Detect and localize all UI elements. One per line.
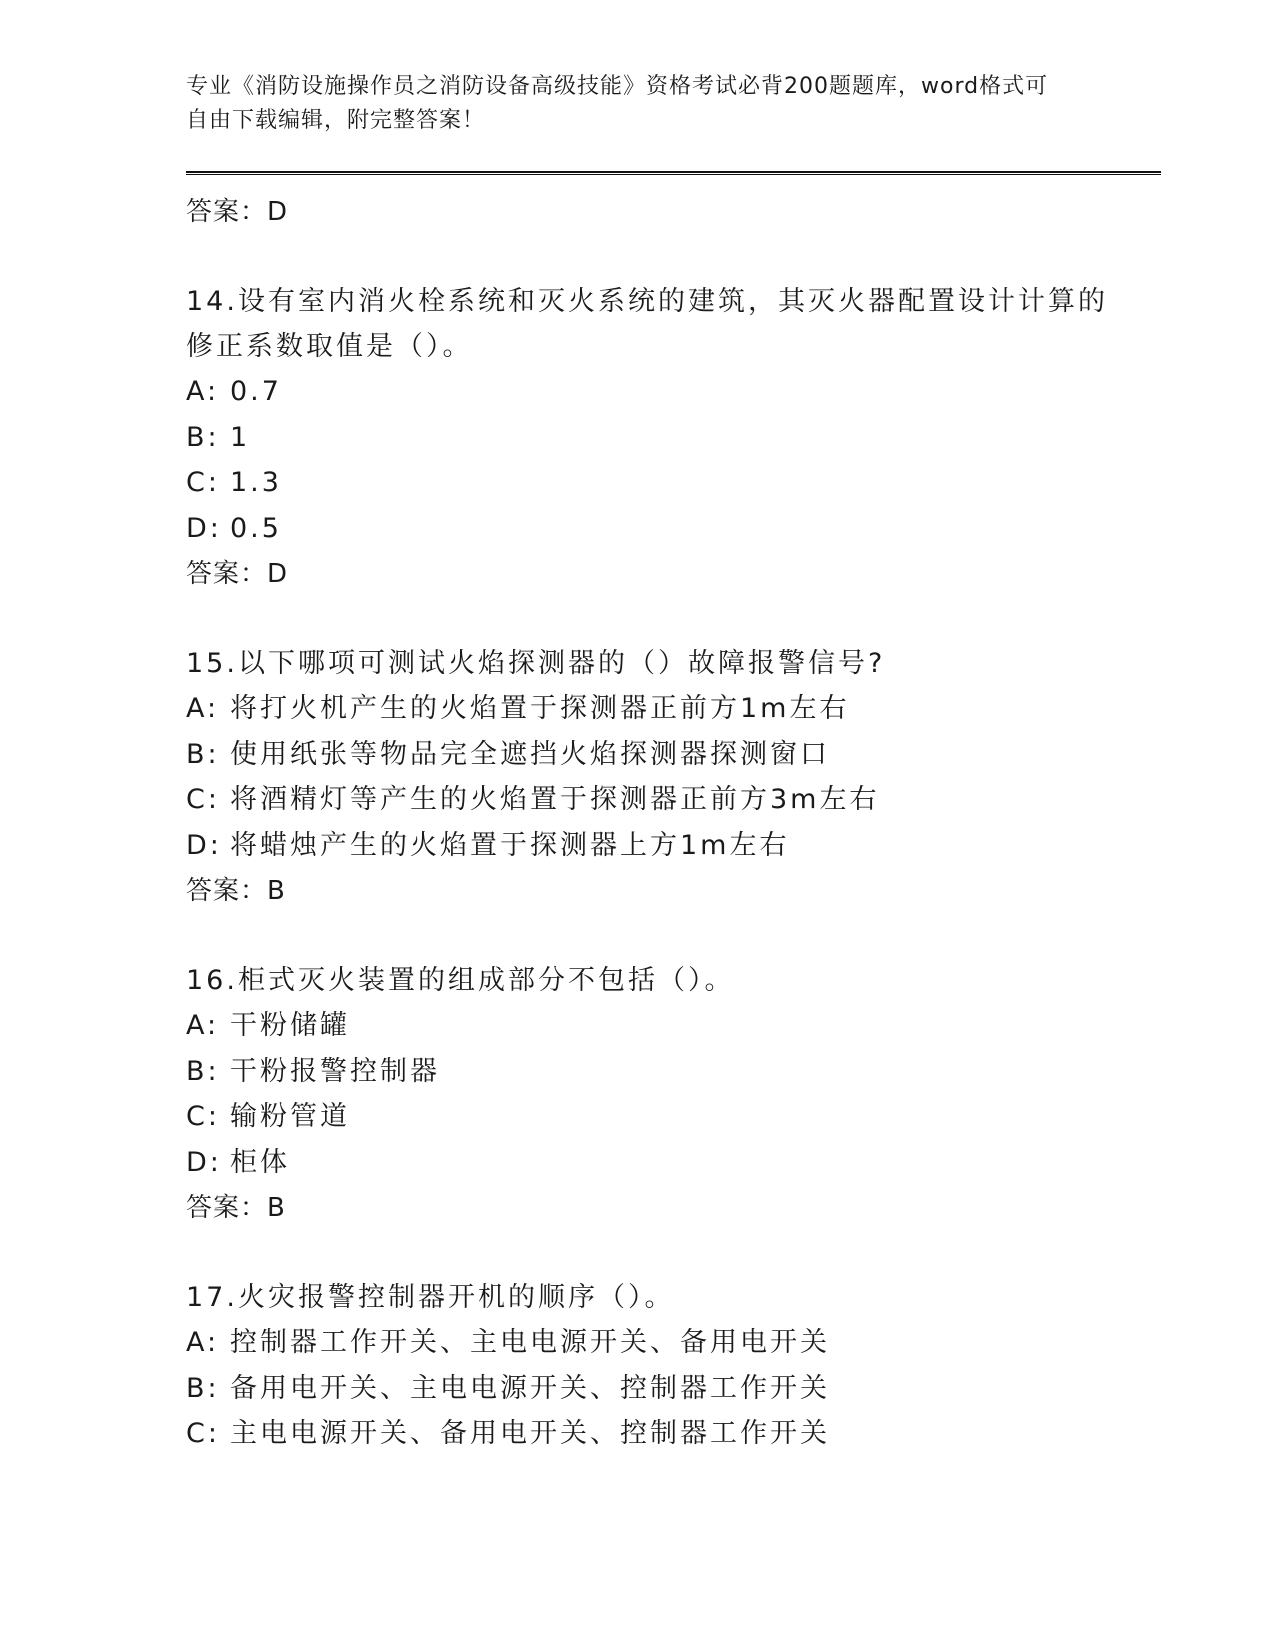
option-text: 将蜡烛产生的火焰置于探测器上方1m左右	[230, 829, 790, 861]
option-c	[186, 1411, 1156, 1457]
question-stem: 17.火灾报警控制器开机的顺序（）。	[186, 1282, 675, 1313]
option-c	[186, 777, 1156, 823]
answer-line: 答案：B	[186, 876, 286, 906]
document-page	[186, 70, 1156, 1457]
option-a	[186, 686, 1156, 732]
option-a	[186, 369, 1156, 415]
option-letter: C:	[186, 784, 220, 815]
option-c	[186, 460, 1156, 506]
answer-line: 答案：D	[186, 559, 289, 589]
option-d	[186, 1140, 1156, 1186]
option-text: 主电电源开关、备用电开关、控制器工作开关	[230, 1418, 830, 1449]
option-letter: A:	[186, 1010, 220, 1041]
header-divider	[186, 171, 1161, 175]
option-text: 0.7	[230, 376, 282, 407]
question-16	[186, 958, 1156, 1231]
option-text: 使用纸张等物品完全遮挡火焰探测器探测窗口	[230, 738, 830, 770]
option-letter: C:	[186, 1101, 220, 1132]
option-letter: C:	[186, 1418, 220, 1449]
document-header: 专业《消防设施操作员之消防设备高级技能》资格考试必背200题题库，word格式可自由下载编辑，附完整答案！	[186, 74, 1049, 133]
question-stem: 16.柜式灭火装置的组成部分不包括（）。	[186, 965, 735, 996]
question-15	[186, 641, 1156, 914]
question-14	[186, 279, 1156, 597]
option-letter: C:	[186, 467, 220, 498]
option-text: 干粉报警控制器	[230, 1055, 440, 1087]
option-letter: B:	[186, 1055, 220, 1087]
option-text: 将打火机产生的火焰置于探测器正前方1m左右	[230, 693, 850, 724]
question-stem: 15.以下哪项可测试火焰探测器的（）故障报警信号?	[186, 648, 886, 679]
option-text: 将酒精灯等产生的火焰置于探测器正前方3m左右	[230, 784, 880, 815]
option-text: 输粉管道	[230, 1101, 350, 1132]
option-d	[186, 506, 1156, 552]
option-letter: A:	[186, 376, 220, 407]
option-letter: A:	[186, 1327, 220, 1358]
option-text: 1.3	[230, 467, 282, 498]
option-text: 柜体	[230, 1146, 290, 1178]
answer-line: 答案：B	[186, 1193, 286, 1223]
option-text: 0.5	[230, 512, 282, 544]
option-d	[186, 823, 1156, 869]
option-letter: D:	[186, 512, 222, 544]
option-text: 备用电开关、主电电源开关、控制器工作开关	[230, 1372, 830, 1404]
option-letter: B:	[186, 738, 220, 770]
option-c	[186, 1094, 1156, 1140]
option-text: 控制器工作开关、主电电源开关、备用电开关	[230, 1327, 830, 1358]
option-letter: A:	[186, 693, 220, 724]
option-text: 干粉储罐	[230, 1010, 350, 1041]
question-stem: 14.设有室内消火栓系统和灭火系统的建筑，其灭火器配置设计计算的修正系数取值是（）。	[186, 286, 1108, 362]
option-letter: B:	[186, 421, 220, 453]
option-letter: D:	[186, 829, 222, 861]
option-letter: B:	[186, 1372, 220, 1404]
question-17	[186, 1275, 1156, 1457]
option-text: 1	[230, 421, 251, 453]
option-b	[186, 415, 1156, 461]
option-b	[186, 1366, 1156, 1412]
option-letter: D:	[186, 1146, 222, 1178]
option-b	[186, 1049, 1156, 1095]
option-a	[186, 1003, 1156, 1049]
option-b	[186, 732, 1156, 778]
option-a	[186, 1320, 1156, 1366]
previous-answer: 答案：D	[186, 197, 289, 227]
